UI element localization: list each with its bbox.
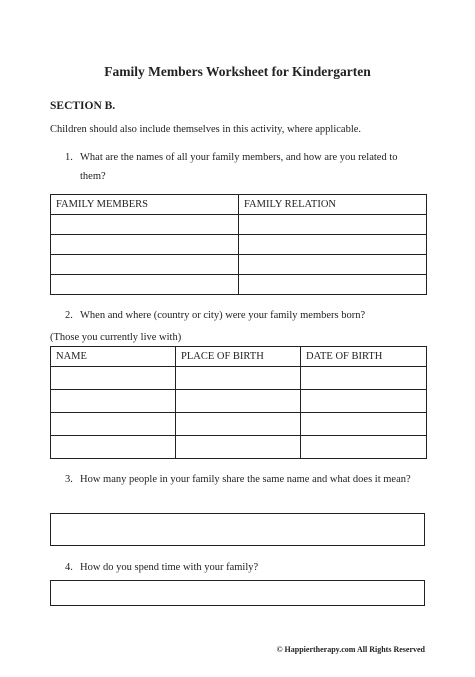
table-row (51, 390, 427, 413)
table-row (51, 255, 427, 275)
answer-box-3[interactable] (50, 513, 425, 546)
question-number: 2. (65, 310, 73, 321)
answer-cell[interactable] (239, 275, 427, 295)
worksheet-title: Family Members Worksheet for Kindergarten (104, 64, 371, 79)
question-text: When and where (country or city) were your family members born? (80, 310, 366, 321)
answer-cell[interactable] (176, 436, 301, 459)
table-row (51, 235, 427, 255)
intro-text: Children should also include themselves in this activity, where applicable. (50, 124, 362, 135)
answer-cell[interactable] (51, 255, 239, 275)
answer-cell[interactable] (51, 367, 176, 390)
answer-cell[interactable] (239, 235, 427, 255)
question-4 (65, 558, 440, 577)
question-number: 1. (65, 152, 73, 163)
table-row (51, 275, 427, 295)
question-text: How many people in your family share the same name and what does it mean? (80, 474, 411, 485)
answer-cell[interactable] (301, 436, 427, 459)
answer-cell[interactable] (301, 390, 427, 413)
column-header-family-members: FAMILY MEMBERS (51, 195, 239, 215)
table-row (51, 436, 427, 459)
copyright-footer: © Happiertherapy.com All Rights Reserved (276, 645, 425, 654)
column-header-family-relation: FAMILY RELATION (239, 195, 427, 215)
answer-cell[interactable] (176, 413, 301, 436)
answer-cell[interactable] (239, 215, 427, 235)
family-relation-table (50, 194, 427, 295)
birth-details-table (50, 346, 427, 459)
question-3 (65, 470, 440, 508)
answer-cell[interactable] (51, 413, 176, 436)
column-header-place-of-birth: PLACE OF BIRTH (176, 347, 301, 367)
table-note: (Those you currently live with) (50, 332, 182, 343)
question-number: 4. (65, 562, 73, 573)
question-2 (65, 306, 440, 325)
answer-box-4[interactable] (50, 580, 425, 606)
answer-cell[interactable] (51, 235, 239, 255)
answer-cell[interactable] (239, 255, 427, 275)
section-heading: SECTION B. (50, 100, 116, 112)
table-row (51, 215, 427, 235)
answer-cell[interactable] (51, 390, 176, 413)
answer-cell[interactable] (51, 436, 176, 459)
table-row (51, 413, 427, 436)
question-text: How do you spend time with your family? (80, 562, 259, 573)
question-1 (65, 148, 440, 186)
answer-cell[interactable] (51, 215, 239, 235)
answer-cell[interactable] (301, 413, 427, 436)
table-row (51, 367, 427, 390)
answer-cell[interactable] (301, 367, 427, 390)
column-header-date-of-birth: DATE OF BIRTH (301, 347, 427, 367)
answer-cell[interactable] (176, 367, 301, 390)
question-number: 3. (65, 474, 73, 485)
column-header-name: NAME (51, 347, 176, 367)
answer-cell[interactable] (51, 275, 239, 295)
answer-cell[interactable] (176, 390, 301, 413)
question-text: What are the names of all your family members, and how are you related to them? (80, 152, 398, 182)
